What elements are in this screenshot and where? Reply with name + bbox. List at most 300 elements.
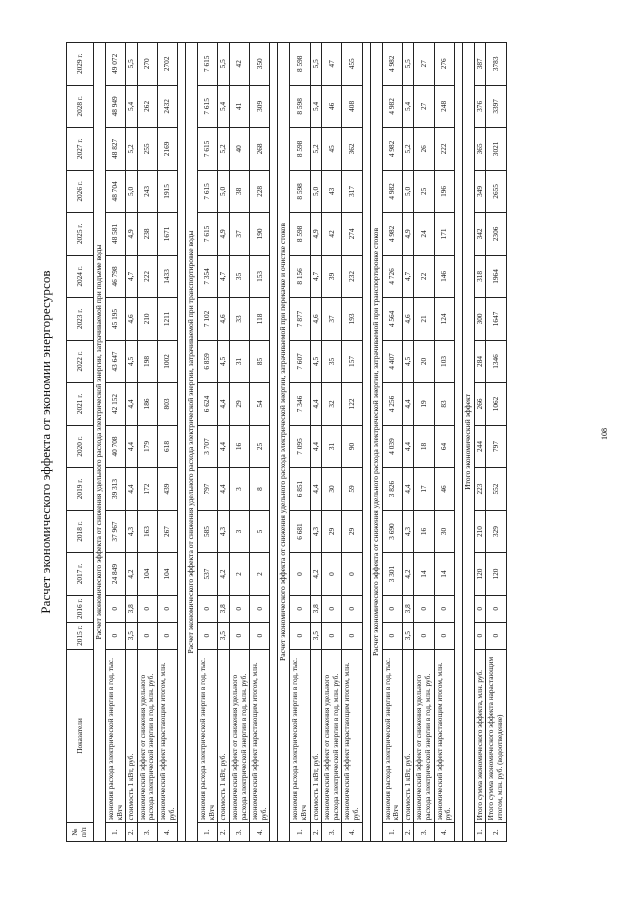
value-cell: 210 (137, 298, 157, 341)
row-indicator: Итого сумма экономического эффекта, млн. руб. (474, 649, 486, 823)
value-cell: 3 (230, 510, 250, 553)
row-indicator: экономический эффект нарастающим итогом, млн. руб. (434, 649, 454, 823)
section-title: Расчет экономического эффекта от снижения удельного расхода электрической энергии, затрачиваемой при перекачке и очистке стоков (278, 43, 290, 842)
table-row (230, 43, 250, 842)
value-cell: 3,5 (310, 622, 322, 649)
row-number: 2. (218, 823, 230, 842)
value-cell: 4 407 (382, 340, 402, 383)
section-title: Расчет экономического эффекта от снижения удельного расхода электрической энергии, затрачиваемой при подъеме воды (94, 43, 106, 842)
value-cell: 0 (250, 622, 270, 649)
value-cell: 0 (322, 622, 342, 649)
value-cell: 618 (158, 425, 178, 468)
value-cell: 4 982 (382, 85, 402, 128)
header-year: 2016 г. (67, 595, 94, 622)
value-cell: 5,0 (310, 170, 322, 213)
value-cell: 365 (474, 128, 486, 171)
table-row (342, 43, 362, 842)
value-cell: 7 615 (198, 43, 218, 86)
value-cell: 104 (137, 553, 157, 596)
value-cell: 4,9 (126, 213, 138, 256)
table-row (218, 43, 230, 842)
value-cell: 35 (322, 340, 342, 383)
table-row (414, 43, 434, 842)
page-title: Расчет экономического эффекта от экономии энергоресурсов (38, 270, 53, 614)
value-cell: 0 (486, 595, 506, 622)
value-cell: 803 (158, 383, 178, 426)
value-cell: 3,8 (310, 595, 322, 622)
value-cell: 1433 (158, 255, 178, 298)
value-cell: 146 (434, 255, 454, 298)
value-cell: 3 707 (198, 425, 218, 468)
value-cell: 4,3 (218, 510, 230, 553)
value-cell: 238 (137, 213, 157, 256)
header-year: 2018 г. (67, 510, 94, 553)
value-cell: 350 (250, 43, 270, 86)
spacer-cell (178, 43, 186, 842)
value-cell: 4,6 (402, 298, 414, 341)
value-cell: 0 (158, 595, 178, 622)
value-cell: 179 (137, 425, 157, 468)
value-cell: 7 095 (290, 425, 310, 468)
row-indicator: экономия расхода электрической энергии в год, тыс. кВтч (290, 649, 310, 823)
value-cell: 4,2 (310, 553, 322, 596)
value-cell: 42 (230, 43, 250, 86)
value-cell: 18 (414, 425, 434, 468)
row-indicator: экономический эффект нарастающим итогом, млн. руб. (250, 649, 270, 823)
value-cell: 83 (434, 383, 454, 426)
value-cell: 268 (250, 128, 270, 171)
header-year: 2029 г. (67, 43, 94, 86)
value-cell: 1964 (486, 255, 506, 298)
value-cell: 30 (322, 468, 342, 511)
section-title-row (94, 43, 106, 842)
value-cell: 0 (322, 553, 342, 596)
value-cell: 46 (434, 468, 454, 511)
value-cell: 4,4 (126, 383, 138, 426)
value-cell: 8 598 (290, 43, 310, 86)
header-year: 2028 г. (67, 85, 94, 128)
value-cell: 2306 (486, 213, 506, 256)
value-cell: 3,5 (218, 622, 230, 649)
section-spacer (270, 43, 278, 842)
value-cell: 2655 (486, 170, 506, 213)
header-year: 2024 г. (67, 255, 94, 298)
value-cell: 5,2 (310, 128, 322, 171)
section-title: Итого экономический эффект (462, 43, 474, 842)
section-title-row (462, 43, 474, 842)
value-cell: 40 (230, 128, 250, 171)
header-year: 2021 г. (67, 383, 94, 426)
value-cell: 7 354 (198, 255, 218, 298)
value-cell: 0 (105, 595, 125, 622)
row-indicator: экономия расхода электрической энергии в год, тыс. кВтч (382, 649, 402, 823)
value-cell: 153 (250, 255, 270, 298)
value-cell: 4,4 (310, 468, 322, 511)
row-number: 1. (474, 823, 486, 842)
value-cell: 14 (434, 553, 454, 596)
value-cell: 42 (322, 213, 342, 256)
value-cell: 5,2 (218, 128, 230, 171)
value-cell: 4 256 (382, 383, 402, 426)
value-cell: 21 (414, 298, 434, 341)
section-title-row (370, 43, 382, 842)
value-cell: 4,4 (218, 468, 230, 511)
value-cell: 193 (342, 298, 362, 341)
table-row (474, 43, 486, 842)
value-cell: 1211 (158, 298, 178, 341)
table-row (402, 43, 414, 842)
value-cell: 7 615 (198, 170, 218, 213)
value-cell: 46 (322, 85, 342, 128)
value-cell: 349 (474, 170, 486, 213)
table-row (105, 43, 125, 842)
value-cell: 4,4 (218, 383, 230, 426)
value-cell: 7 615 (198, 85, 218, 128)
value-cell: 90 (342, 425, 362, 468)
value-cell: 228 (250, 170, 270, 213)
value-cell: 4,5 (218, 340, 230, 383)
value-cell: 3,5 (402, 622, 414, 649)
value-cell: 408 (342, 85, 362, 128)
value-cell: 4,5 (402, 340, 414, 383)
value-cell: 797 (198, 468, 218, 511)
table-row (250, 43, 270, 842)
spacer-cell (270, 43, 278, 842)
row-indicator: стоимость 1 кВт, руб. (126, 649, 138, 823)
value-cell: 4,4 (402, 425, 414, 468)
value-cell: 455 (342, 43, 362, 86)
row-indicator: стоимость 1 кВт, руб. (402, 649, 414, 823)
value-cell: 22 (414, 255, 434, 298)
value-cell: 3,5 (126, 622, 138, 649)
value-cell: 1915 (158, 170, 178, 213)
value-cell: 6 624 (198, 383, 218, 426)
value-cell: 31 (230, 340, 250, 383)
value-cell: 4,4 (310, 383, 322, 426)
value-cell: 276 (434, 43, 454, 86)
value-cell: 7 615 (198, 213, 218, 256)
value-cell: 8 (250, 468, 270, 511)
value-cell: 5,2 (402, 128, 414, 171)
value-cell: 171 (434, 213, 454, 256)
value-cell: 48 704 (105, 170, 125, 213)
value-cell: 4,6 (126, 298, 138, 341)
value-cell: 42 152 (105, 383, 125, 426)
value-cell: 2702 (158, 43, 178, 86)
value-cell: 0 (250, 595, 270, 622)
table-row (137, 43, 157, 842)
value-cell: 255 (137, 128, 157, 171)
value-cell: 85 (250, 340, 270, 383)
value-cell: 196 (434, 170, 454, 213)
value-cell: 3021 (486, 128, 506, 171)
value-cell: 4,4 (126, 468, 138, 511)
value-cell: 4 726 (382, 255, 402, 298)
header-year: 2017 г. (67, 553, 94, 596)
table-row (322, 43, 342, 842)
value-cell: 1062 (486, 383, 506, 426)
table-row (434, 43, 454, 842)
value-cell: 8 156 (290, 255, 310, 298)
value-cell: 59 (342, 468, 362, 511)
spacer-cell (362, 43, 370, 842)
section-title-row (186, 43, 198, 842)
value-cell: 4,4 (402, 383, 414, 426)
value-cell: 0 (230, 595, 250, 622)
value-cell: 318 (474, 255, 486, 298)
value-cell: 4 564 (382, 298, 402, 341)
value-cell: 45 195 (105, 298, 125, 341)
value-cell: 43 (322, 170, 342, 213)
value-cell: 222 (434, 128, 454, 171)
value-cell: 24 (414, 213, 434, 256)
value-cell: 1647 (486, 298, 506, 341)
table-row (382, 43, 402, 842)
value-cell: 0 (414, 622, 434, 649)
value-cell: 267 (158, 510, 178, 553)
value-cell: 7 877 (290, 298, 310, 341)
value-cell: 46 798 (105, 255, 125, 298)
value-cell: 329 (486, 510, 506, 553)
row-number: 4. (434, 823, 454, 842)
value-cell: 19 (414, 383, 434, 426)
value-cell: 33 (230, 298, 250, 341)
value-cell: 4,7 (126, 255, 138, 298)
value-cell: 4,4 (402, 468, 414, 511)
value-cell: 4 982 (382, 213, 402, 256)
value-cell: 5,5 (402, 43, 414, 86)
table-body (94, 43, 507, 842)
value-cell: 6 851 (290, 468, 310, 511)
value-cell: 4,7 (402, 255, 414, 298)
value-cell: 2 (230, 553, 250, 596)
value-cell: 37 967 (105, 510, 125, 553)
value-cell: 5,0 (126, 170, 138, 213)
value-cell: 5,4 (310, 85, 322, 128)
value-cell: 4,4 (218, 425, 230, 468)
section-title: Расчет экономического эффекта от снижения удельного расхода электрической энергии, затрачиваемой при транспортировке стоков (370, 43, 382, 842)
row-number: 2. (310, 823, 322, 842)
value-cell: 4,2 (218, 553, 230, 596)
value-cell: 48 827 (105, 128, 125, 171)
row-indicator: экономический эффект нарастающим итогом, млн. руб. (158, 649, 178, 823)
value-cell: 243 (137, 170, 157, 213)
value-cell: 4,4 (126, 425, 138, 468)
spacer-cell (454, 43, 462, 842)
value-cell: 0 (342, 622, 362, 649)
row-indicator: экономический эффект нарастающим итогом, млн. руб. (342, 649, 362, 823)
table-header-row (67, 43, 94, 842)
value-cell: 7 607 (290, 340, 310, 383)
value-cell: 0 (342, 553, 362, 596)
value-cell: 29 (322, 510, 342, 553)
value-cell: 5,5 (218, 43, 230, 86)
value-cell: 4,5 (310, 340, 322, 383)
value-cell: 118 (250, 298, 270, 341)
value-cell: 37 (322, 298, 342, 341)
value-cell: 5,0 (218, 170, 230, 213)
row-indicator: экономический эффект от снижения удельного расхода электрической энергии в год, млн. руб. (137, 649, 157, 823)
value-cell: 47 (322, 43, 342, 86)
value-cell: 2 (250, 553, 270, 596)
table-row (198, 43, 218, 842)
value-cell: 284 (474, 340, 486, 383)
value-cell: 49 072 (105, 43, 125, 86)
table-row (310, 43, 322, 842)
value-cell: 0 (414, 595, 434, 622)
value-cell: 4 982 (382, 43, 402, 86)
value-cell: 120 (474, 553, 486, 596)
value-cell: 0 (322, 595, 342, 622)
header-year: 2022 г. (67, 340, 94, 383)
value-cell: 0 (290, 622, 310, 649)
value-cell: 4,7 (218, 255, 230, 298)
economic-effect-table (66, 42, 507, 842)
value-cell: 3 690 (382, 510, 402, 553)
header-year: 2015 г. (67, 622, 94, 649)
value-cell: 248 (434, 85, 454, 128)
value-cell: 122 (342, 383, 362, 426)
value-cell: 4,9 (402, 213, 414, 256)
row-indicator: Итого сумма экономического эффекта нарастающим итогом, млн. руб. (водоотведение) (486, 649, 506, 823)
value-cell: 3,8 (218, 595, 230, 622)
value-cell: 2432 (158, 85, 178, 128)
value-cell: 40 708 (105, 425, 125, 468)
value-cell: 54 (250, 383, 270, 426)
value-cell: 0 (158, 622, 178, 649)
value-cell: 5,4 (126, 85, 138, 128)
value-cell: 0 (137, 622, 157, 649)
value-cell: 8 598 (290, 170, 310, 213)
value-cell: 4 039 (382, 425, 402, 468)
value-cell: 4,3 (310, 510, 322, 553)
header-indicator: Показатели (67, 649, 94, 823)
value-cell: 3 (230, 468, 250, 511)
value-cell: 37 (230, 213, 250, 256)
value-cell: 376 (474, 85, 486, 128)
value-cell: 3783 (486, 43, 506, 86)
value-cell: 29 (230, 383, 250, 426)
header-year: 2026 г. (67, 170, 94, 213)
row-number: 3. (230, 823, 250, 842)
value-cell: 35 (230, 255, 250, 298)
value-cell: 25 (250, 425, 270, 468)
value-cell: 29 (342, 510, 362, 553)
value-cell: 6 681 (290, 510, 310, 553)
value-cell: 223 (474, 468, 486, 511)
value-cell: 5,2 (126, 128, 138, 171)
value-cell: 1346 (486, 340, 506, 383)
value-cell: 0 (434, 622, 454, 649)
value-cell: 124 (434, 298, 454, 341)
value-cell: 7 102 (198, 298, 218, 341)
value-cell: 186 (137, 383, 157, 426)
value-cell: 0 (230, 622, 250, 649)
header-year: 2020 г. (67, 425, 94, 468)
rotated-page (36, 42, 507, 842)
value-cell: 222 (137, 255, 157, 298)
row-indicator: экономический эффект от снижения удельного расхода электрической энергии в год, млн. руб. (230, 649, 250, 823)
row-indicator: экономический эффект от снижения удельного расхода электрической энергии в год, млн. руб. (322, 649, 342, 823)
value-cell: 5,0 (402, 170, 414, 213)
value-cell: 0 (137, 595, 157, 622)
value-cell: 210 (474, 510, 486, 553)
value-cell: 4,6 (310, 298, 322, 341)
value-cell: 244 (474, 425, 486, 468)
value-cell: 3 826 (382, 468, 402, 511)
value-cell: 3 301 (382, 553, 402, 596)
value-cell: 4,7 (310, 255, 322, 298)
value-cell: 585 (198, 510, 218, 553)
value-cell: 25 (414, 170, 434, 213)
value-cell: 6 859 (198, 340, 218, 383)
value-cell: 4 982 (382, 128, 402, 171)
table-row (290, 43, 310, 842)
value-cell: 342 (474, 213, 486, 256)
value-cell: 4,4 (310, 425, 322, 468)
value-cell: 16 (414, 510, 434, 553)
value-cell: 24 849 (105, 553, 125, 596)
row-number: 4. (158, 823, 178, 842)
header-year: 2025 г. (67, 213, 94, 256)
value-cell: 64 (434, 425, 454, 468)
row-number: 2. (126, 823, 138, 842)
value-cell: 266 (474, 383, 486, 426)
row-number: 3. (322, 823, 342, 842)
value-cell: 270 (137, 43, 157, 86)
row-number: 1. (290, 823, 310, 842)
value-cell: 3,8 (126, 595, 138, 622)
value-cell: 4,2 (402, 553, 414, 596)
value-cell: 0 (105, 622, 125, 649)
value-cell: 7 346 (290, 383, 310, 426)
value-cell: 41 (230, 85, 250, 128)
row-indicator: экономия расхода электрической энергии в год, тыс. кВтч (198, 649, 218, 823)
row-indicator: экономический эффект от снижения удельного расхода электрической энергии в год, млн. руб. (414, 649, 434, 823)
value-cell: 20 (414, 340, 434, 383)
value-cell: 16 (230, 425, 250, 468)
value-cell: 537 (198, 553, 218, 596)
value-cell: 39 313 (105, 468, 125, 511)
row-number: 1. (382, 823, 402, 842)
value-cell: 317 (342, 170, 362, 213)
value-cell: 4,5 (126, 340, 138, 383)
row-number: 3. (137, 823, 157, 842)
value-cell: 2169 (158, 128, 178, 171)
value-cell: 3397 (486, 85, 506, 128)
value-cell: 7 615 (198, 128, 218, 171)
value-cell: 797 (486, 425, 506, 468)
row-number: 1. (198, 823, 218, 842)
value-cell: 198 (137, 340, 157, 383)
value-cell: 163 (137, 510, 157, 553)
value-cell: 0 (382, 622, 402, 649)
value-cell: 5,5 (126, 43, 138, 86)
value-cell: 0 (290, 553, 310, 596)
value-cell: 103 (434, 340, 454, 383)
value-cell: 27 (414, 43, 434, 86)
value-cell: 274 (342, 213, 362, 256)
value-cell: 4 982 (382, 170, 402, 213)
value-cell: 38 (230, 170, 250, 213)
value-cell: 362 (342, 128, 362, 171)
row-number: 2. (486, 823, 506, 842)
value-cell: 0 (198, 622, 218, 649)
section-spacer (178, 43, 186, 842)
value-cell: 31 (322, 425, 342, 468)
value-cell: 300 (474, 298, 486, 341)
section-spacer (362, 43, 370, 842)
